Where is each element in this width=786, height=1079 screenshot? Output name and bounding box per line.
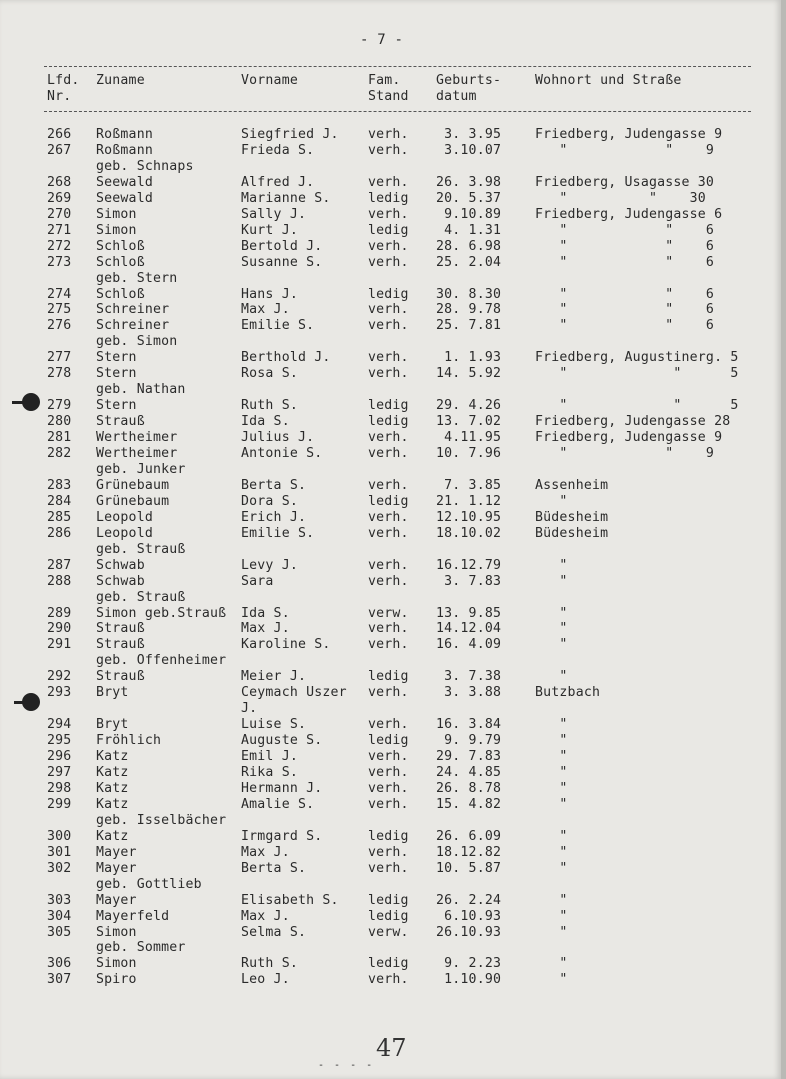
row-wohnort: "	[535, 797, 568, 812]
row-zuname: Schwab	[96, 574, 145, 589]
row-number: 273	[47, 255, 72, 270]
row-vorname: Ida S.	[241, 414, 290, 429]
row-geburtsdatum: 26. 3.98	[436, 175, 502, 190]
row-vorname: Erich J.	[241, 510, 307, 525]
row-zuname: Mayer	[96, 893, 137, 908]
row-zuname: Katz	[96, 749, 129, 764]
row-number: 300	[47, 829, 72, 844]
row-fam-stand: ledig	[368, 191, 409, 206]
row-geburtsdatum: 30. 8.30	[436, 287, 502, 302]
row-vorname: Berta S.	[241, 478, 307, 493]
row-geburtsdatum: 29. 4.26	[436, 398, 502, 413]
row-wohnort: Friedberg, Augustinerg. 5	[535, 350, 739, 365]
row-geburtsdatum: 9. 2.23	[436, 956, 502, 971]
row-zuname: geb. Gottlieb	[96, 877, 202, 892]
row-fam-stand: verh.	[368, 526, 409, 541]
row-wohnort: "	[535, 637, 568, 652]
header-nr: Nr.	[47, 89, 72, 104]
row-number: 290	[47, 621, 72, 636]
row-number: 302	[47, 861, 72, 876]
footer-dots: - - - -	[318, 1060, 375, 1071]
row-zuname: Roßmann	[96, 127, 153, 142]
row-wohnort: Butzbach	[535, 685, 601, 700]
row-geburtsdatum: 18.12.82	[436, 845, 502, 860]
row-zuname: Wertheimer	[96, 430, 178, 445]
row-fam-stand: verh.	[368, 478, 409, 493]
row-fam-stand: ledig	[368, 909, 409, 924]
row-number: 293	[47, 685, 72, 700]
row-geburtsdatum: 29. 7.83	[436, 749, 502, 764]
header-wohnort: Wohnort und Straße	[535, 73, 682, 88]
row-fam-stand: verh.	[368, 207, 409, 222]
row-vorname: Antonie S.	[241, 446, 323, 461]
row-wohnort: "	[535, 972, 568, 987]
row-fam-stand: verw.	[368, 606, 409, 621]
row-vorname: Elisabeth S.	[241, 893, 339, 908]
row-fam-stand: ledig	[368, 223, 409, 238]
row-zuname: Schloß	[96, 239, 145, 254]
row-geburtsdatum: 26. 6.09	[436, 829, 502, 844]
row-zuname: Schreiner	[96, 318, 170, 333]
row-fam-stand: verh.	[368, 446, 409, 461]
row-zuname: Katz	[96, 829, 129, 844]
row-wohnort: "	[535, 621, 568, 636]
punch-hole-mark	[12, 401, 24, 404]
row-wohnort: "	[535, 845, 568, 860]
row-vorname: Karoline S.	[241, 637, 331, 652]
row-vorname: Max J.	[241, 909, 290, 924]
row-vorname: Sara	[241, 574, 274, 589]
punch-hole-mark	[14, 701, 26, 704]
row-geburtsdatum: 4.11.95	[436, 430, 502, 445]
header-fam: Fam.	[368, 73, 401, 88]
row-geburtsdatum: 16.12.79	[436, 558, 502, 573]
row-wohnort: "	[535, 749, 568, 764]
row-wohnort: " " 6	[535, 223, 715, 238]
row-zuname: Mayerfeld	[96, 909, 170, 924]
row-number: 283	[47, 478, 72, 493]
row-number: 271	[47, 223, 72, 238]
row-zuname: Grünebaum	[96, 478, 170, 493]
row-fam-stand: verh.	[368, 845, 409, 860]
row-zuname: Seewald	[96, 191, 153, 206]
row-fam-stand: ledig	[368, 669, 409, 684]
row-number: 269	[47, 191, 72, 206]
row-zuname: Spiro	[96, 972, 137, 987]
row-wohnort: Friedberg, Judengasse 9	[535, 127, 723, 142]
row-number: 304	[47, 909, 72, 924]
row-wohnort: " " 5	[535, 366, 739, 381]
row-fam-stand: ledig	[368, 414, 409, 429]
row-fam-stand: verh.	[368, 558, 409, 573]
row-geburtsdatum: 10. 7.96	[436, 446, 502, 461]
row-number: 275	[47, 302, 72, 317]
row-number: 277	[47, 350, 72, 365]
row-wohnort: " " 6	[535, 302, 715, 317]
row-geburtsdatum: 26. 2.24	[436, 893, 502, 908]
row-fam-stand: verh.	[368, 765, 409, 780]
row-zuname: Strauß	[96, 621, 145, 636]
row-wohnort: Büdesheim	[535, 526, 609, 541]
row-number: 292	[47, 669, 72, 684]
row-vorname: Kurt J.	[241, 223, 298, 238]
row-vorname: Ida S.	[241, 606, 290, 621]
row-wohnort: "	[535, 925, 568, 940]
row-number: 285	[47, 510, 72, 525]
row-number: 279	[47, 398, 72, 413]
row-geburtsdatum: 13. 9.85	[436, 606, 502, 621]
row-zuname: Simon	[96, 925, 137, 940]
row-wohnort: " " 30	[535, 191, 706, 206]
row-fam-stand: ledig	[368, 398, 409, 413]
row-geburtsdatum: 24. 4.85	[436, 765, 502, 780]
row-vorname: Frieda S.	[241, 143, 315, 158]
row-fam-stand: verh.	[368, 717, 409, 732]
row-wohnort: " " 9	[535, 143, 715, 158]
row-vorname: Hermann J.	[241, 781, 323, 796]
row-vorname: Sally J.	[241, 207, 307, 222]
row-zuname: geb. Sommer	[96, 940, 186, 955]
row-fam-stand: verh.	[368, 143, 409, 158]
row-geburtsdatum: 3.10.07	[436, 143, 502, 158]
row-wohnort: "	[535, 574, 568, 589]
row-number: 303	[47, 893, 72, 908]
row-vorname: Meier J.	[241, 669, 307, 684]
row-fam-stand: ledig	[368, 956, 409, 971]
row-geburtsdatum: 25. 7.81	[436, 318, 502, 333]
row-geburtsdatum: 3. 3.95	[436, 127, 502, 142]
row-wohnort: Friedberg, Usagasse 30	[535, 175, 715, 190]
row-geburtsdatum: 28. 9.78	[436, 302, 502, 317]
row-geburtsdatum: 3. 3.88	[436, 685, 502, 700]
row-zuname: Simon	[96, 956, 137, 971]
row-geburtsdatum: 15. 4.82	[436, 797, 502, 812]
row-zuname: Seewald	[96, 175, 153, 190]
row-zuname: Schwab	[96, 558, 145, 573]
row-vorname: Emilie S.	[241, 526, 315, 541]
row-geburtsdatum: 6.10.93	[436, 909, 502, 924]
row-zuname: Schloß	[96, 255, 145, 270]
row-zuname: Schreiner	[96, 302, 170, 317]
page-number: - 7 -	[360, 32, 404, 48]
row-zuname: geb. Nathan	[96, 382, 186, 397]
row-geburtsdatum: 1.10.90	[436, 972, 502, 987]
row-fam-stand: verh.	[368, 972, 409, 987]
row-number: 306	[47, 956, 72, 971]
row-vorname: Julius J.	[241, 430, 315, 445]
row-zuname: Katz	[96, 797, 129, 812]
row-fam-stand: ledig	[368, 893, 409, 908]
row-zuname: Katz	[96, 781, 129, 796]
row-wohnort: " " 6	[535, 255, 715, 270]
row-geburtsdatum: 21. 1.12	[436, 494, 502, 509]
row-number: 268	[47, 175, 72, 190]
row-number: 307	[47, 972, 72, 987]
header-geburts: Geburts-	[436, 73, 502, 88]
row-number: 294	[47, 717, 72, 732]
row-wohnort: Assenheim	[535, 478, 609, 493]
row-number: 270	[47, 207, 72, 222]
row-zuname: geb. Junker	[96, 462, 186, 477]
row-wohnort: Friedberg, Judengasse 6	[535, 207, 723, 222]
row-vorname: Marianne S.	[241, 191, 331, 206]
row-vorname: Rosa S.	[241, 366, 298, 381]
row-geburtsdatum: 26.10.93	[436, 925, 502, 940]
row-vorname: J.	[241, 701, 258, 716]
row-number: 288	[47, 574, 72, 589]
row-zuname: Bryt	[96, 717, 129, 732]
row-zuname: Stern	[96, 350, 137, 365]
row-zuname: Strauß	[96, 414, 145, 429]
row-fam-stand: verh.	[368, 861, 409, 876]
row-zuname: geb. Schnaps	[96, 159, 194, 174]
row-fam-stand: verh.	[368, 318, 409, 333]
row-zuname: Leopold	[96, 526, 153, 541]
row-wohnort: Friedberg, Judengasse 28	[535, 414, 731, 429]
row-vorname: Max J.	[241, 621, 290, 636]
row-wohnort: "	[535, 829, 568, 844]
row-geburtsdatum: 25. 2.04	[436, 255, 502, 270]
row-wohnort: "	[535, 717, 568, 732]
row-zuname: Mayer	[96, 845, 137, 860]
row-number: 280	[47, 414, 72, 429]
row-vorname: Luise S.	[241, 717, 307, 732]
row-zuname: Simon	[96, 207, 137, 222]
row-number: 299	[47, 797, 72, 812]
row-geburtsdatum: 13. 7.02	[436, 414, 502, 429]
header-vorname: Vorname	[241, 73, 298, 88]
row-wohnort: "	[535, 733, 568, 748]
row-vorname: Rika S.	[241, 765, 298, 780]
row-vorname: Ruth S.	[241, 956, 298, 971]
row-number: 266	[47, 127, 72, 142]
row-fam-stand: verh.	[368, 366, 409, 381]
row-geburtsdatum: 14.12.04	[436, 621, 502, 636]
row-vorname: Irmgard S.	[241, 829, 323, 844]
row-number: 286	[47, 526, 72, 541]
row-geburtsdatum: 16. 4.09	[436, 637, 502, 652]
row-number: 305	[47, 925, 72, 940]
row-vorname: Leo J.	[241, 972, 290, 987]
row-fam-stand: ledig	[368, 733, 409, 748]
row-fam-stand: verh.	[368, 574, 409, 589]
header-bottom-rule	[44, 111, 751, 112]
row-number: 295	[47, 733, 72, 748]
row-zuname: geb. Isselbächer	[96, 813, 227, 828]
row-number: 296	[47, 749, 72, 764]
row-wohnort: "	[535, 494, 568, 509]
row-zuname: geb. Offenheimer	[96, 653, 227, 668]
row-wohnort: " " 6	[535, 318, 715, 333]
row-zuname: Simon	[96, 223, 137, 238]
row-wohnort: "	[535, 893, 568, 908]
row-fam-stand: verh.	[368, 350, 409, 365]
row-vorname: Hans J.	[241, 287, 298, 302]
row-geburtsdatum: 3. 7.83	[436, 574, 502, 589]
row-number: 278	[47, 366, 72, 381]
row-geburtsdatum: 26. 8.78	[436, 781, 502, 796]
row-fam-stand: verh.	[368, 797, 409, 812]
row-number: 297	[47, 765, 72, 780]
row-number: 267	[47, 143, 72, 158]
punch-hole	[22, 393, 40, 411]
row-geburtsdatum: 18.10.02	[436, 526, 502, 541]
row-fam-stand: verh.	[368, 749, 409, 764]
row-number: 281	[47, 430, 72, 445]
row-vorname: Levy J.	[241, 558, 298, 573]
row-fam-stand: verh.	[368, 781, 409, 796]
row-vorname: Auguste S.	[241, 733, 323, 748]
row-fam-stand: ledig	[368, 829, 409, 844]
row-wohnort: "	[535, 669, 568, 684]
row-wohnort: Friedberg, Judengasse 9	[535, 430, 723, 445]
row-geburtsdatum: 14. 5.92	[436, 366, 502, 381]
row-fam-stand: verw.	[368, 925, 409, 940]
row-wohnort: "	[535, 558, 568, 573]
row-wohnort: "	[535, 956, 568, 971]
row-geburtsdatum: 3. 7.38	[436, 669, 502, 684]
row-zuname: geb. Simon	[96, 334, 178, 349]
row-wohnort: "	[535, 781, 568, 796]
row-vorname: Dora S.	[241, 494, 298, 509]
row-fam-stand: verh.	[368, 637, 409, 652]
row-fam-stand: verh.	[368, 175, 409, 190]
row-zuname: Schloß	[96, 287, 145, 302]
row-zuname: Wertheimer	[96, 446, 178, 461]
row-number: 276	[47, 318, 72, 333]
row-vorname: Berta S.	[241, 861, 307, 876]
row-vorname: Susanne S.	[241, 255, 323, 270]
row-geburtsdatum: 20. 5.37	[436, 191, 502, 206]
row-fam-stand: verh.	[368, 621, 409, 636]
header-lfd: Lfd.	[47, 73, 80, 88]
row-geburtsdatum: 16. 3.84	[436, 717, 502, 732]
row-geburtsdatum: 28. 6.98	[436, 239, 502, 254]
row-number: 298	[47, 781, 72, 796]
row-fam-stand: ledig	[368, 494, 409, 509]
row-zuname: Strauß	[96, 637, 145, 652]
row-vorname: Ruth S.	[241, 398, 298, 413]
row-fam-stand: verh.	[368, 127, 409, 142]
row-vorname: Max J.	[241, 845, 290, 860]
row-zuname: Simon geb.Strauß	[96, 606, 227, 621]
row-zuname: Stern	[96, 398, 137, 413]
row-number: 291	[47, 637, 72, 652]
row-zuname: geb. Strauß	[96, 542, 186, 557]
row-fam-stand: verh.	[368, 239, 409, 254]
row-zuname: Roßmann	[96, 143, 153, 158]
row-fam-stand: ledig	[368, 287, 409, 302]
row-fam-stand: verh.	[368, 510, 409, 525]
row-vorname: Bertold J.	[241, 239, 323, 254]
row-wohnort: "	[535, 861, 568, 876]
row-number: 282	[47, 446, 72, 461]
row-vorname: Max J.	[241, 302, 290, 317]
row-geburtsdatum: 9. 9.79	[436, 733, 502, 748]
row-wohnort: "	[535, 909, 568, 924]
row-geburtsdatum: 12.10.95	[436, 510, 502, 525]
row-zuname: Stern	[96, 366, 137, 381]
row-vorname: Emilie S.	[241, 318, 315, 333]
row-vorname: Berthold J.	[241, 350, 331, 365]
row-number: 287	[47, 558, 72, 573]
row-number: 272	[47, 239, 72, 254]
row-wohnort: " " 6	[535, 239, 715, 254]
row-zuname: Leopold	[96, 510, 153, 525]
row-zuname: Strauß	[96, 669, 145, 684]
row-zuname: geb. Stern	[96, 271, 178, 286]
row-vorname: Emil J.	[241, 749, 298, 764]
row-wohnort: "	[535, 606, 568, 621]
row-geburtsdatum: 7. 3.85	[436, 478, 502, 493]
row-zuname: Mayer	[96, 861, 137, 876]
row-geburtsdatum: 10. 5.87	[436, 861, 502, 876]
row-wohnort: " " 9	[535, 446, 715, 461]
row-wohnort: " " 6	[535, 287, 715, 302]
row-zuname: Bryt	[96, 685, 129, 700]
header-zuname: Zuname	[96, 73, 145, 88]
row-geburtsdatum: 4. 1.31	[436, 223, 502, 238]
row-zuname: Grünebaum	[96, 494, 170, 509]
row-number: 301	[47, 845, 72, 860]
row-vorname: Siegfried J.	[241, 127, 339, 142]
row-zuname: Katz	[96, 765, 129, 780]
header-datum: datum	[436, 89, 477, 104]
row-vorname: Selma S.	[241, 925, 307, 940]
row-fam-stand: verh.	[368, 302, 409, 317]
row-geburtsdatum: 1. 1.93	[436, 350, 502, 365]
row-wohnort: " " 5	[535, 398, 739, 413]
row-vorname: Ceymach Uszer	[241, 685, 347, 700]
row-vorname: Amalie S.	[241, 797, 315, 812]
row-fam-stand: verh.	[368, 255, 409, 270]
row-geburtsdatum: 9.10.89	[436, 207, 502, 222]
row-zuname: Fröhlich	[96, 733, 162, 748]
row-vorname: Alfred J.	[241, 175, 315, 190]
row-fam-stand: verh.	[368, 430, 409, 445]
row-wohnort: Büdesheim	[535, 510, 609, 525]
handwritten-page-number: 47	[376, 1034, 407, 1062]
row-number: 274	[47, 287, 72, 302]
row-zuname: geb. Strauß	[96, 590, 186, 605]
header-stand: Stand	[368, 89, 409, 104]
row-number: 284	[47, 494, 72, 509]
row-fam-stand: verh.	[368, 685, 409, 700]
row-number: 289	[47, 606, 72, 621]
header-top-rule	[44, 66, 751, 67]
row-wohnort: "	[535, 765, 568, 780]
